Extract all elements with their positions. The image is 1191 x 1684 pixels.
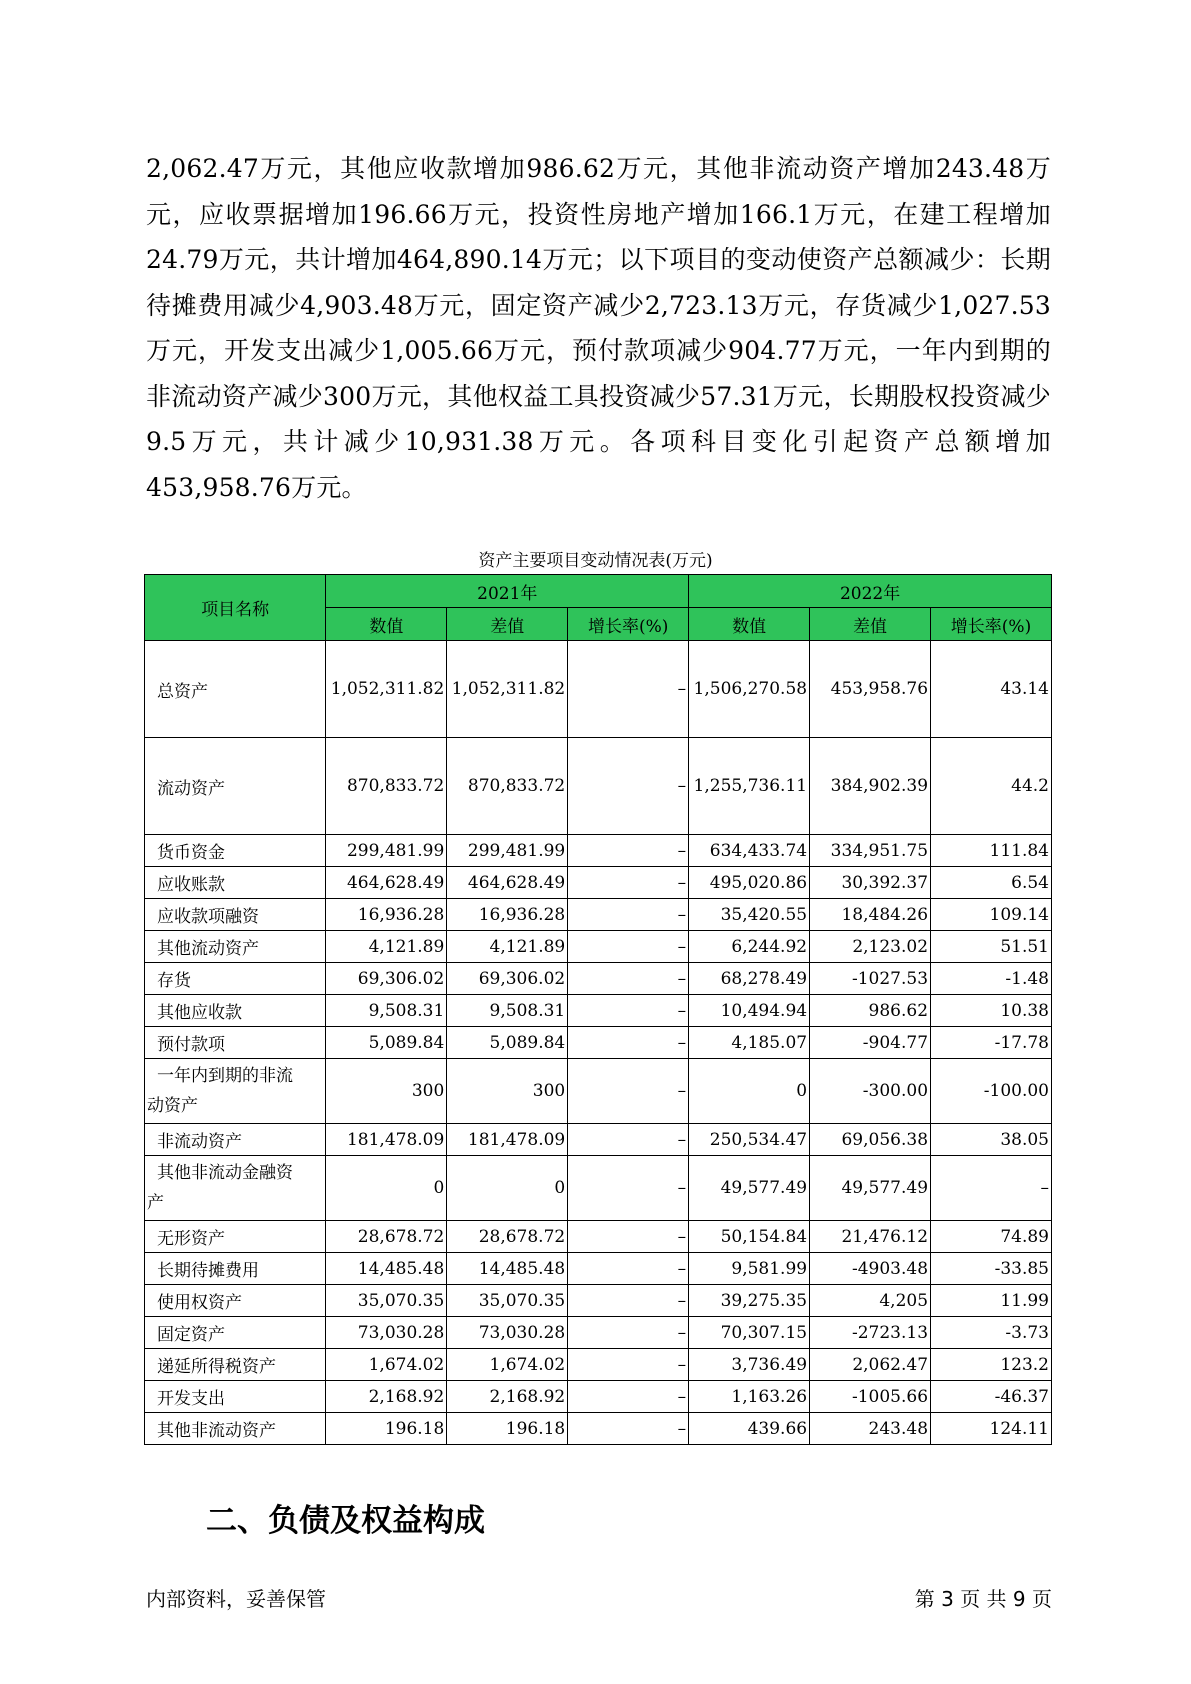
- cell-diff-2021: 1,674.02: [447, 1349, 568, 1381]
- footer-page-number: 第 3 页 共 9 页: [914, 1587, 1052, 1611]
- row-label: 其他非流动资产: [145, 1413, 326, 1445]
- cell-value-2022: 634,433.74: [689, 835, 810, 867]
- cell-diff-2021: 35,070.35: [447, 1285, 568, 1317]
- cell-diff-2021: 181,478.09: [447, 1124, 568, 1156]
- cell-rate-2022: –: [931, 1156, 1052, 1221]
- cell-rate-2021: –: [568, 738, 689, 835]
- cell-diff-2022: 384,902.39: [810, 738, 931, 835]
- row-label: 应收款项融资: [145, 899, 326, 931]
- cell-rate-2021: –: [568, 1349, 689, 1381]
- cell-rate-2021: –: [568, 1059, 689, 1124]
- cell-rate-2022: 38.05: [931, 1124, 1052, 1156]
- row-label: 固定资产: [145, 1317, 326, 1349]
- cell-diff-2021: 9,508.31: [447, 995, 568, 1027]
- cell-diff-2022: 2,062.47: [810, 1349, 931, 1381]
- row-label: 使用权资产: [145, 1285, 326, 1317]
- cell-rate-2021: –: [568, 867, 689, 899]
- cell-rate-2021: –: [568, 1156, 689, 1221]
- cell-rate-2022: -3.73: [931, 1317, 1052, 1349]
- row-label: 预付款项: [145, 1027, 326, 1059]
- cell-value-2022: 1,163.26: [689, 1381, 810, 1413]
- table-row: [145, 1059, 1052, 1124]
- cell-value-2021: 2,168.92: [326, 1381, 447, 1413]
- header-item-name: 项目名称: [145, 575, 326, 641]
- row-label: 存货: [145, 963, 326, 995]
- cell-rate-2021: –: [568, 1285, 689, 1317]
- cell-rate-2022: 10.38: [931, 995, 1052, 1027]
- cell-diff-2022: -300.00: [810, 1059, 931, 1124]
- cell-rate-2022: -100.00: [931, 1059, 1052, 1124]
- cell-diff-2021: 870,833.72: [447, 738, 568, 835]
- cell-rate-2021: –: [568, 1381, 689, 1413]
- asset-change-table: [144, 574, 1052, 1445]
- cell-diff-2022: 334,951.75: [810, 835, 931, 867]
- table-row: [145, 641, 1052, 738]
- cell-diff-2021: 5,089.84: [447, 1027, 568, 1059]
- cell-rate-2022: -46.37: [931, 1381, 1052, 1413]
- cell-rate-2022: 123.2: [931, 1349, 1052, 1381]
- table-row: [145, 1221, 1052, 1253]
- cell-value-2022: 35,420.55: [689, 899, 810, 931]
- cell-rate-2021: –: [568, 1124, 689, 1156]
- cell-diff-2021: 299,481.99: [447, 835, 568, 867]
- header-diff-2021: 差值: [447, 608, 568, 641]
- cell-value-2021: 181,478.09: [326, 1124, 447, 1156]
- header-value-2021: 数值: [326, 608, 447, 641]
- cell-diff-2022: -904.77: [810, 1027, 931, 1059]
- table-row: [145, 867, 1052, 899]
- cell-rate-2021: –: [568, 1253, 689, 1285]
- cell-value-2021: 14,485.48: [326, 1253, 447, 1285]
- table-row: [145, 995, 1052, 1027]
- cell-diff-2021: 4,121.89: [447, 931, 568, 963]
- row-label-line1: 一年内到期的非流: [157, 1066, 293, 1086]
- cell-diff-2021: 300: [447, 1059, 568, 1124]
- row-label-line1: 其他非流动金融资: [157, 1163, 293, 1183]
- cell-value-2021: 870,833.72: [326, 738, 447, 835]
- table-row: [145, 738, 1052, 835]
- row-label: 无形资产: [145, 1221, 326, 1253]
- cell-diff-2021: 464,628.49: [447, 867, 568, 899]
- cell-diff-2022: 4,205: [810, 1285, 931, 1317]
- cell-rate-2021: –: [568, 963, 689, 995]
- cell-rate-2021: –: [568, 1221, 689, 1253]
- cell-value-2022: 39,275.35: [689, 1285, 810, 1317]
- cell-value-2022: 439.66: [689, 1413, 810, 1445]
- cell-value-2022: 70,307.15: [689, 1317, 810, 1349]
- cell-value-2021: 5,089.84: [326, 1027, 447, 1059]
- cell-value-2022: 10,494.94: [689, 995, 810, 1027]
- header-year-2022: 2022年: [689, 575, 1052, 608]
- cell-rate-2022: -33.85: [931, 1253, 1052, 1285]
- cell-diff-2022: 453,958.76: [810, 641, 931, 738]
- cell-diff-2022: 986.62: [810, 995, 931, 1027]
- cell-value-2022: 495,020.86: [689, 867, 810, 899]
- table-row: [145, 1317, 1052, 1349]
- cell-rate-2021: –: [568, 641, 689, 738]
- row-label: 其他应收款: [145, 995, 326, 1027]
- cell-value-2021: 0: [326, 1156, 447, 1221]
- cell-value-2021: 4,121.89: [326, 931, 447, 963]
- cell-value-2021: 1,052,311.82: [326, 641, 447, 738]
- cell-diff-2022: 69,056.38: [810, 1124, 931, 1156]
- cell-rate-2022: 74.89: [931, 1221, 1052, 1253]
- cell-value-2021: 464,628.49: [326, 867, 447, 899]
- cell-value-2021: 196.18: [326, 1413, 447, 1445]
- table-row: [145, 1285, 1052, 1317]
- cell-diff-2022: -4903.48: [810, 1253, 931, 1285]
- cell-diff-2022: -2723.13: [810, 1317, 931, 1349]
- cell-value-2021: 69,306.02: [326, 963, 447, 995]
- cell-diff-2021: 1,052,311.82: [447, 641, 568, 738]
- row-label: 递延所得税资产: [145, 1349, 326, 1381]
- cell-value-2021: 35,070.35: [326, 1285, 447, 1317]
- row-label: 非流动资产: [145, 1124, 326, 1156]
- table-row: [145, 899, 1052, 931]
- cell-diff-2021: 14,485.48: [447, 1253, 568, 1285]
- cell-value-2022: 50,154.84: [689, 1221, 810, 1253]
- table-row: [145, 835, 1052, 867]
- cell-diff-2021: 73,030.28: [447, 1317, 568, 1349]
- table-row: [145, 1027, 1052, 1059]
- header-year-2021: 2021年: [326, 575, 689, 608]
- cell-value-2022: 6,244.92: [689, 931, 810, 963]
- cell-value-2021: 16,936.28: [326, 899, 447, 931]
- row-label-line2: 产: [147, 1193, 164, 1213]
- cell-value-2022: 3,736.49: [689, 1349, 810, 1381]
- header-rate-2022: 增长率(%): [931, 608, 1052, 641]
- row-label: 开发支出: [145, 1381, 326, 1413]
- cell-diff-2021: 28,678.72: [447, 1221, 568, 1253]
- cell-diff-2022: 21,476.12: [810, 1221, 931, 1253]
- cell-diff-2021: 69,306.02: [447, 963, 568, 995]
- section-title: 二、负债及权益构成: [206, 1503, 485, 1539]
- cell-rate-2021: –: [568, 1413, 689, 1445]
- header-diff-2022: 差值: [810, 608, 931, 641]
- cell-value-2021: 73,030.28: [326, 1317, 447, 1349]
- cell-value-2022: 9,581.99: [689, 1253, 810, 1285]
- cell-rate-2022: 124.11: [931, 1413, 1052, 1445]
- table-row: [145, 931, 1052, 963]
- row-label: 长期待摊费用: [145, 1253, 326, 1285]
- cell-diff-2022: 2,123.02: [810, 931, 931, 963]
- header-value-2022: 数值: [689, 608, 810, 641]
- cell-rate-2021: –: [568, 899, 689, 931]
- cell-rate-2022: 111.84: [931, 835, 1052, 867]
- row-label: 货币资金: [145, 835, 326, 867]
- cell-value-2022: 0: [689, 1059, 810, 1124]
- cell-value-2022: 49,577.49: [689, 1156, 810, 1221]
- cell-rate-2022: 51.51: [931, 931, 1052, 963]
- row-label: [145, 1059, 326, 1124]
- table-row: [145, 1253, 1052, 1285]
- cell-value-2021: 9,508.31: [326, 995, 447, 1027]
- cell-diff-2021: 0: [447, 1156, 568, 1221]
- cell-rate-2022: 6.54: [931, 867, 1052, 899]
- cell-diff-2022: -1027.53: [810, 963, 931, 995]
- cell-rate-2022: -1.48: [931, 963, 1052, 995]
- cell-rate-2022: -17.78: [931, 1027, 1052, 1059]
- cell-diff-2022: 49,577.49: [810, 1156, 931, 1221]
- cell-diff-2022: 18,484.26: [810, 899, 931, 931]
- cell-rate-2021: –: [568, 995, 689, 1027]
- cell-diff-2021: 16,936.28: [447, 899, 568, 931]
- table-row: [145, 963, 1052, 995]
- row-label-line2: 动资产: [147, 1096, 198, 1116]
- cell-value-2021: 300: [326, 1059, 447, 1124]
- cell-rate-2022: 43.14: [931, 641, 1052, 738]
- cell-value-2022: 68,278.49: [689, 963, 810, 995]
- cell-rate-2021: –: [568, 1317, 689, 1349]
- cell-rate-2021: –: [568, 1027, 689, 1059]
- footer-confidential-note: 内部资料，妥善保管: [146, 1587, 326, 1611]
- row-label: 其他流动资产: [145, 931, 326, 963]
- cell-value-2021: 299,481.99: [326, 835, 447, 867]
- cell-value-2021: 1,674.02: [326, 1349, 447, 1381]
- row-label: 总资产: [145, 641, 326, 738]
- cell-diff-2022: 243.48: [810, 1413, 931, 1445]
- cell-rate-2021: –: [568, 931, 689, 963]
- cell-rate-2022: 11.99: [931, 1285, 1052, 1317]
- cell-rate-2022: 44.2: [931, 738, 1052, 835]
- cell-value-2022: 4,185.07: [689, 1027, 810, 1059]
- cell-diff-2021: 2,168.92: [447, 1381, 568, 1413]
- cell-diff-2022: -1005.66: [810, 1381, 931, 1413]
- cell-value-2021: 28,678.72: [326, 1221, 447, 1253]
- cell-value-2022: 1,506,270.58: [689, 641, 810, 738]
- table-row: [145, 1413, 1052, 1445]
- table-row: [145, 1349, 1052, 1381]
- cell-diff-2021: 196.18: [447, 1413, 568, 1445]
- cell-diff-2022: 30,392.37: [810, 867, 931, 899]
- cell-value-2022: 1,255,736.11: [689, 738, 810, 835]
- row-label: 应收账款: [145, 867, 326, 899]
- cell-rate-2022: 109.14: [931, 899, 1052, 931]
- table-row: [145, 1124, 1052, 1156]
- row-label: 流动资产: [145, 738, 326, 835]
- cell-value-2022: 250,534.47: [689, 1124, 810, 1156]
- table-caption: 资产主要项目变动情况表(万元): [478, 551, 713, 571]
- table-row: [145, 1156, 1052, 1221]
- row-label: [145, 1156, 326, 1221]
- table-row: [145, 1381, 1052, 1413]
- body-paragraph: 2,062.47万元，其他应收款增加986.62万元，其他非流动资产增加243.48万元，应收票据增加196.66万元，投资性房地产增加166.1万元，在建工程增加24.79万元，共计增加464,890.14万元；以下项目的变动使资产总额减少：长期待摊费用减少4,903.48万元，固定资产减少2,723.13万元，存货减少1,027.53万元，开发支出减少1,005.66万元，预付款项减少904.77万元，一年内到期的非流动资产减少300万元，其他权益工具投资减少57.31万元，长期股权投资减少9.5万元，共计减少10,931.38万元。各项科目变化引起资产总额增加453,958.76万元。: [146, 154, 1051, 502]
- header-rate-2021: 增长率(%): [568, 608, 689, 641]
- cell-rate-2021: –: [568, 835, 689, 867]
